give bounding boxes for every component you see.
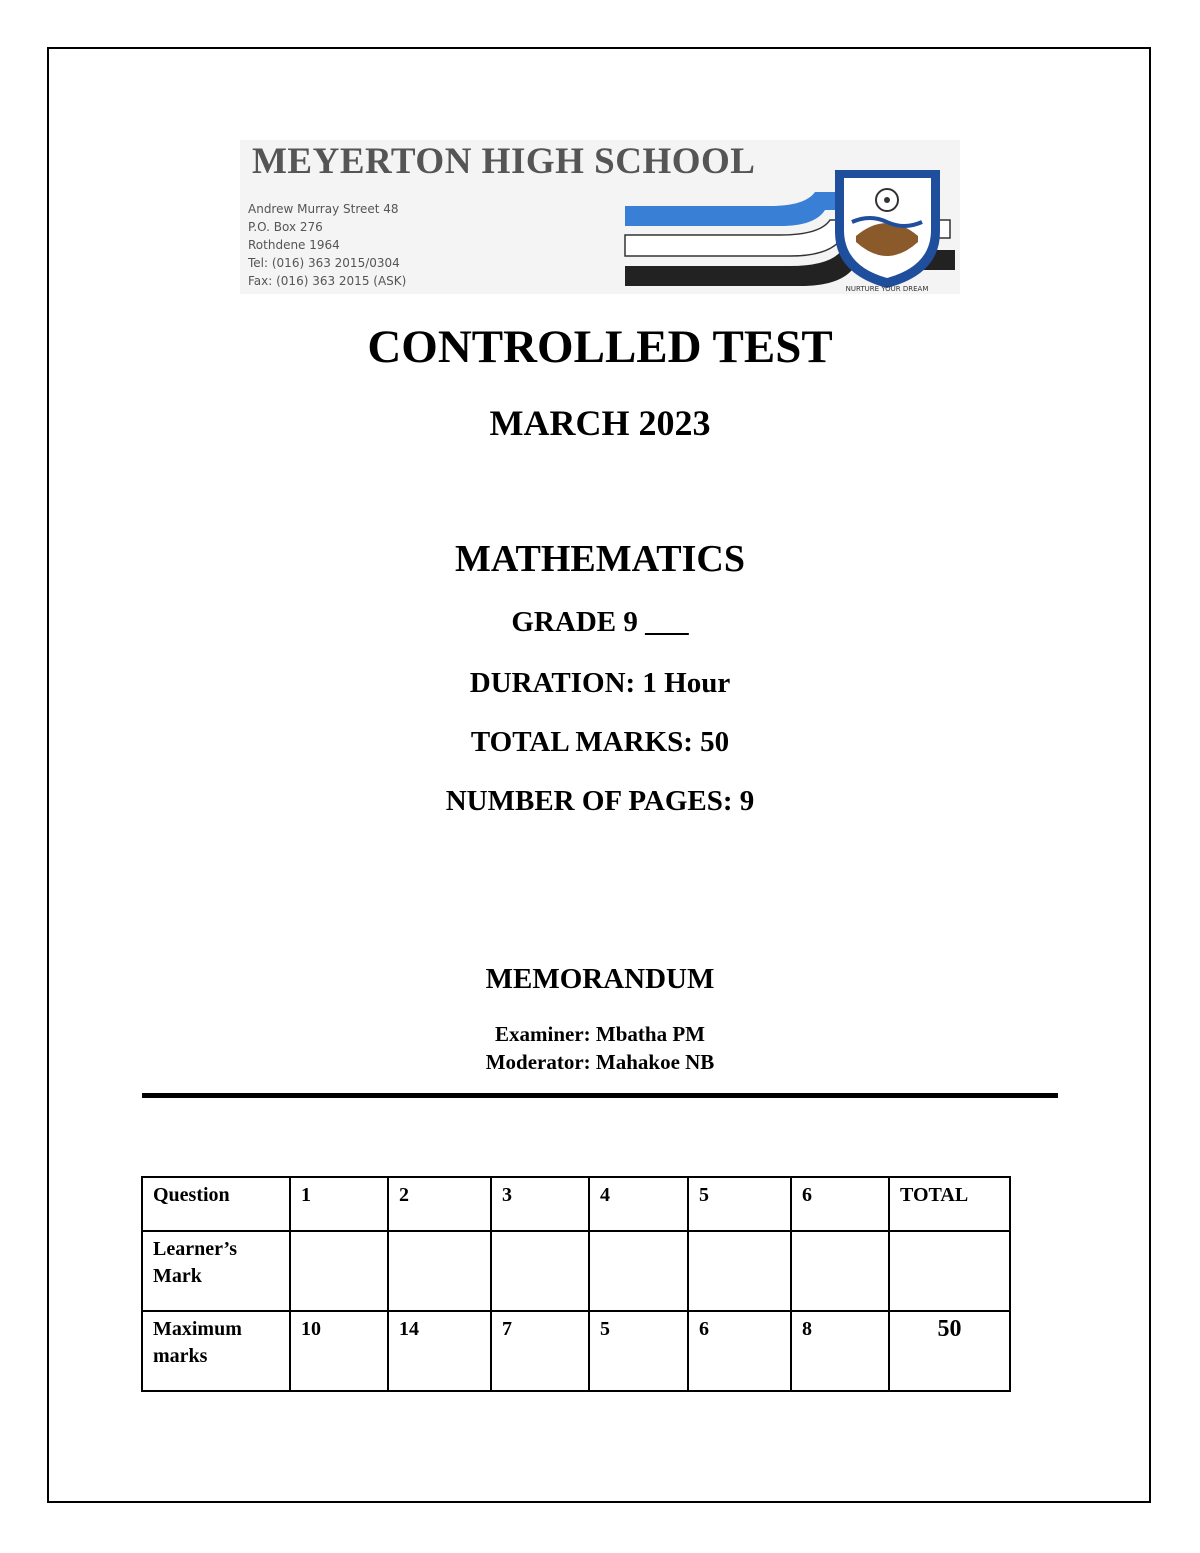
table-header-cell: 5 [688, 1177, 791, 1231]
table-row [142, 1177, 1010, 1231]
address-line: Tel: (016) 363 2015/0304 [248, 256, 400, 270]
address-line: Andrew Murray Street 48 [248, 202, 399, 216]
max-mark-total: 50 [889, 1311, 1010, 1391]
examiner: Examiner: Mbatha PM [495, 1022, 705, 1046]
max-mark-cell: 6 [688, 1311, 791, 1391]
marks-table [141, 1176, 1011, 1392]
address-line: Rothdene 1964 [248, 238, 340, 252]
school-crest-logo [620, 170, 960, 294]
grade: GRADE 9 ___ [511, 606, 689, 638]
learner-mark-cell [290, 1231, 388, 1311]
school-address [248, 200, 406, 290]
learner-mark-cell [388, 1231, 491, 1311]
table-header-cell: 2 [388, 1177, 491, 1231]
memorandum-label: MEMORANDUM [485, 963, 715, 995]
letterhead [240, 140, 960, 294]
table-header-cell: 3 [491, 1177, 589, 1231]
max-mark-cell: 10 [290, 1311, 388, 1391]
document-title: CONTROLLED TEST [367, 321, 833, 373]
table-header-cell: 4 [589, 1177, 688, 1231]
table-row [142, 1231, 1010, 1311]
school-name: MEYERTON HIGH SCHOOL [252, 141, 756, 182]
learner-mark-cell [589, 1231, 688, 1311]
table-header-cell: 1 [290, 1177, 388, 1231]
max-mark-cell: 8 [791, 1311, 889, 1391]
test-date: MARCH 2023 [489, 403, 711, 443]
duration: DURATION: 1 Hour [469, 667, 731, 699]
table-header-cell: 6 [791, 1177, 889, 1231]
total-marks: TOTAL MARKS: 50 [470, 726, 730, 758]
address-line: Fax: (016) 363 2015 (ASK) [248, 274, 407, 288]
learner-mark-cell [491, 1231, 589, 1311]
max-mark-cell: 14 [388, 1311, 491, 1391]
number-of-pages: NUMBER OF PAGES: 9 [445, 785, 755, 817]
learner-mark-cell [791, 1231, 889, 1311]
max-mark-cell: 5 [589, 1311, 688, 1391]
learner-mark-cell [889, 1231, 1010, 1311]
max-marks-label: Maximum marks [142, 1311, 290, 1391]
table-header-cell: Question [142, 1177, 290, 1231]
learner-mark-label: Learner’s Mark [142, 1231, 290, 1311]
address-line: P.O. Box 276 [248, 220, 323, 234]
divider-rule [142, 1093, 1058, 1098]
learner-mark-cell [688, 1231, 791, 1311]
max-mark-cell: 7 [491, 1311, 589, 1391]
moderator: Moderator: Mahakoe NB [485, 1050, 715, 1074]
table-header-cell: TOTAL [889, 1177, 1010, 1231]
crest-motto: NURTURE YOUR DREAM [845, 285, 929, 293]
table-row [142, 1311, 1010, 1391]
subject: MATHEMATICS [455, 538, 745, 580]
